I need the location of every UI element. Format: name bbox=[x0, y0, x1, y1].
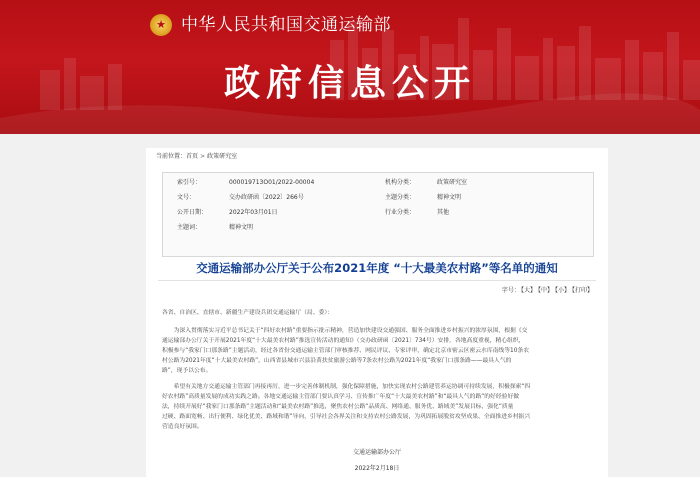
article-paragraph-2 bbox=[162, 382, 592, 432]
paragraph-line: 过硬、路面宽畅、出行便利、绿化优美、路域和谐”导向，引导社会各界关注和支持农村公路发展，为巩固拓展脱贫攻坚成果、全面推进乡村振兴 bbox=[162, 414, 531, 420]
breadcrumb bbox=[156, 152, 237, 162]
header-banner bbox=[0, 0, 700, 134]
meta-keyword-value: 精神文明 bbox=[229, 224, 254, 231]
paragraph-line: 积极参与“我家门口那条路”主题活动，经过各省份交通运输主管部门审核推荐、网民评议、专家评审，确定北京市密云区密云水库南线等10条农 bbox=[162, 348, 529, 354]
meta-index-label: 索引号： bbox=[177, 179, 202, 186]
paragraph-line: 为深入贯彻落实习近平总书记关于“四好农村路”重要指示批示精神，营造加快建设交通强国、服务全面推进乡村振兴的浓厚氛围，根据《交 bbox=[173, 328, 528, 334]
national-emblem-icon[interactable]: ★ bbox=[150, 14, 172, 36]
paragraph-line: 希望有关地方交通运输主管部门再接再厉，进一步完善体制机制，强化保障措施，加快实现农村公路建管养运协调可持续发展，积极探索“四 bbox=[173, 384, 531, 390]
paragraph-line: 营造良好氛围。 bbox=[162, 424, 203, 430]
meta-docno-label: 文号： bbox=[177, 194, 196, 201]
font-large-button[interactable]: 【大】 bbox=[520, 287, 536, 294]
meta-date-label: 公开日期： bbox=[177, 209, 208, 216]
meta-org-value: 政策研究室 bbox=[437, 179, 468, 186]
signature-date: 2022年2月18日 bbox=[354, 465, 400, 472]
site-name[interactable]: 中华人民共和国交通运输部 bbox=[181, 15, 391, 35]
print-button[interactable]: 【打印】 bbox=[571, 287, 593, 294]
article-title: 交通运输部办公厅关于公布2021年度 “十大最美农村路”等名单的通知 bbox=[196, 261, 558, 275]
signature-org: 交通运输部办公厅 bbox=[352, 449, 401, 456]
article-paragraph-1 bbox=[162, 326, 592, 376]
article-container bbox=[146, 148, 608, 477]
meta-org-label: 机构分类： bbox=[385, 179, 416, 186]
font-medium-button[interactable]: 【中】 bbox=[537, 287, 553, 294]
article-salutation bbox=[162, 308, 592, 318]
salutation-text: 各省、自治区、直辖市、新疆生产建设兵团交通运输厅（局、委）： bbox=[162, 310, 334, 316]
section-title: 政府信息公开 bbox=[223, 63, 476, 104]
title-divider bbox=[158, 280, 596, 281]
meta-topic-label: 主题分类： bbox=[385, 194, 416, 201]
breadcrumb-separator: > bbox=[200, 153, 206, 160]
paragraph-line: 路”，现予以公布。 bbox=[162, 368, 212, 374]
font-size-label: 字号： bbox=[501, 287, 520, 294]
meta-docno-value: 交办政研函〔2022〕266号 bbox=[229, 194, 304, 201]
paragraph-line: 好农村路”高质量发展的成功实践之路。各地交通运输主管部门要认真学习、宣传推广年度“十大最美农村路”和“最具人气的路”的好经验好做 bbox=[162, 394, 520, 400]
font-small-button[interactable]: 【小】 bbox=[554, 287, 570, 294]
meta-date-value: 2022年03月01日 bbox=[229, 209, 278, 216]
paragraph-line: 通运输部办公厅关于开展2021年度“十大最美农村路”推选宣传活动的通知》（交办政研函〔2021〕734号）安排，各地高度重视，精心组织， bbox=[162, 338, 525, 344]
meta-industry-label: 行业分类： bbox=[385, 209, 416, 216]
meta-keyword-label: 主题词： bbox=[177, 224, 202, 231]
paragraph-line: 村公路为2021年度“十大最美农村路”，山西省县城市兴县沿黄扶贫旅游公路等7条农村公路为2021年度“我家门口那条路——最具人气的 bbox=[162, 358, 512, 364]
meta-industry-value: 其他 bbox=[437, 209, 450, 216]
breadcrumb-policy-link[interactable]: 政策研究室 bbox=[207, 153, 238, 160]
meta-index-value: 000019713O01/2022-00004 bbox=[229, 179, 315, 186]
meta-topic-value: 精神文明 bbox=[437, 194, 462, 201]
document-metadata-table bbox=[162, 172, 594, 257]
breadcrumb-home-link[interactable]: 首页 bbox=[186, 153, 199, 160]
paragraph-line: 法，持续开展好“我家门口那条路”主题活动和“最美农村路”推选，聚焦农村公路“品质高、网络通、服务优、路域美”发展目标，强化“质量 bbox=[162, 404, 514, 410]
article-toolbar bbox=[502, 286, 594, 296]
breadcrumb-prefix: 当前位置： bbox=[156, 153, 187, 160]
